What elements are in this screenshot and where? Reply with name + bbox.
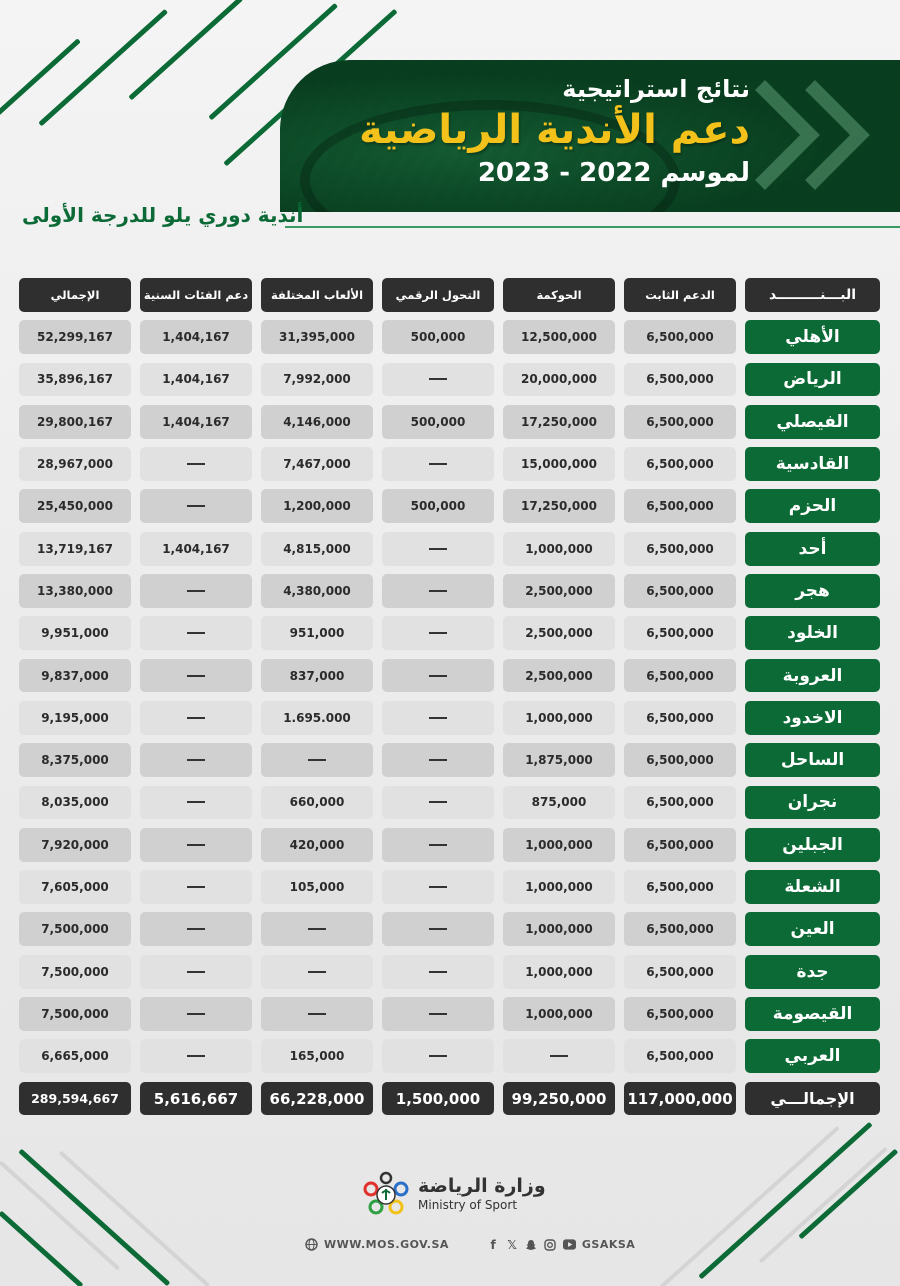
club-name: الجبلين xyxy=(745,828,880,862)
header-banner xyxy=(280,60,900,212)
cell-total: 7,605,000 xyxy=(19,870,131,904)
cell-total: 13,719,167 xyxy=(19,532,131,566)
club-name: الرياض xyxy=(745,363,880,397)
cell-governance: 2,500,000 xyxy=(503,659,615,693)
cell-fixed-support: 6,500,000 xyxy=(624,786,736,820)
total-label: الإجمالـــي xyxy=(745,1082,880,1116)
cell-various-sports: 7,992,000 xyxy=(261,363,373,397)
cell-governance: 12,500,000 xyxy=(503,320,615,354)
cell-governance: 15,000,000 xyxy=(503,447,615,481)
header-line-1: نتائج استراتيجية xyxy=(562,75,750,103)
cell-various-sports: 4,146,000 xyxy=(261,405,373,439)
empty-value-dash xyxy=(429,844,447,846)
empty-value-dash xyxy=(308,971,326,973)
cell-governance: 1,000,000 xyxy=(503,828,615,862)
table-row xyxy=(22,701,880,735)
cell-fixed-support: 6,500,000 xyxy=(624,997,736,1031)
header-fixed-support: الدعم الثابت xyxy=(624,278,736,312)
table-row xyxy=(22,743,880,777)
cell-digital-transformation xyxy=(382,574,494,608)
cell-age-groups-support xyxy=(140,701,252,735)
cell-age-groups-support xyxy=(140,447,252,481)
cell-age-groups-support xyxy=(140,574,252,608)
empty-value-dash xyxy=(429,928,447,930)
table-row xyxy=(22,786,880,820)
cell-digital-transformation xyxy=(382,447,494,481)
cell-total: 7,500,000 xyxy=(19,997,131,1031)
cell-digital-transformation xyxy=(382,743,494,777)
ministry-name-arabic: وزارة الرياضة xyxy=(418,1175,546,1197)
cell-age-groups-support xyxy=(140,659,252,693)
cell-governance: 1,000,000 xyxy=(503,532,615,566)
support-table xyxy=(22,278,880,1124)
cell-various-sports xyxy=(261,997,373,1031)
empty-value-dash xyxy=(550,1055,568,1057)
empty-value-dash xyxy=(429,1013,447,1015)
header-various-sports: الألعاب المختلفة xyxy=(261,278,373,312)
section-subtitle: أندية دوري يلو للدرجة الأولى xyxy=(22,203,304,227)
cell-age-groups-support xyxy=(140,955,252,989)
empty-value-dash xyxy=(187,759,205,761)
cell-age-groups-support xyxy=(140,489,252,523)
subtitle-divider xyxy=(285,226,900,228)
empty-value-dash xyxy=(187,675,205,677)
cell-digital-transformation: 500,000 xyxy=(382,489,494,523)
cell-fixed-support: 6,500,000 xyxy=(624,955,736,989)
cell-age-groups-support xyxy=(140,828,252,862)
cell-fixed-support: 6,500,000 xyxy=(624,1039,736,1073)
cell-digital-transformation xyxy=(382,786,494,820)
cell-digital-transformation xyxy=(382,1039,494,1073)
cell-various-sports: 7,467,000 xyxy=(261,447,373,481)
empty-value-dash xyxy=(429,590,447,592)
empty-value-dash xyxy=(308,1013,326,1015)
empty-value-dash xyxy=(187,801,205,803)
table-total-row xyxy=(22,1082,880,1116)
cell-fixed-support: 6,500,000 xyxy=(624,447,736,481)
empty-value-dash xyxy=(308,759,326,761)
cell-various-sports: 660,000 xyxy=(261,786,373,820)
table-header-row xyxy=(22,278,880,312)
snapchat-icon[interactable] xyxy=(525,1238,538,1251)
club-name: القيصومة xyxy=(745,997,880,1031)
header-title: دعم الأندية الرياضية xyxy=(359,107,750,153)
table-row xyxy=(22,447,880,481)
total-governance: 99,250,000 xyxy=(503,1082,615,1116)
chevron-decoration-icon xyxy=(800,80,870,190)
footer-links xyxy=(305,1238,635,1251)
website-link[interactable]: WWW.MOS.GOV.SA xyxy=(324,1238,449,1251)
cell-various-sports: 837,000 xyxy=(261,659,373,693)
cell-digital-transformation xyxy=(382,870,494,904)
cell-age-groups-support xyxy=(140,997,252,1031)
cell-total: 29,800,167 xyxy=(19,405,131,439)
club-name: الشعلة xyxy=(745,870,880,904)
cell-fixed-support: 6,500,000 xyxy=(624,532,736,566)
cell-digital-transformation: 500,000 xyxy=(382,320,494,354)
club-name: الخلود xyxy=(745,616,880,650)
ministry-logo xyxy=(362,1170,546,1218)
cell-fixed-support: 6,500,000 xyxy=(624,659,736,693)
cell-governance: 1,000,000 xyxy=(503,912,615,946)
cell-various-sports: 4,380,000 xyxy=(261,574,373,608)
cell-total: 28,967,000 xyxy=(19,447,131,481)
cell-governance: 1,000,000 xyxy=(503,870,615,904)
header-title-block xyxy=(359,74,750,190)
cell-digital-transformation xyxy=(382,701,494,735)
cell-total: 9,837,000 xyxy=(19,659,131,693)
table-row xyxy=(22,1039,880,1073)
header-item: البـــنـــــــــد xyxy=(745,278,880,312)
club-name: القادسية xyxy=(745,447,880,481)
empty-value-dash xyxy=(187,590,205,592)
cell-governance: 17,250,000 xyxy=(503,405,615,439)
cell-digital-transformation xyxy=(382,828,494,862)
cell-various-sports xyxy=(261,912,373,946)
table-row xyxy=(22,870,880,904)
cell-total: 8,375,000 xyxy=(19,743,131,777)
cell-fixed-support: 6,500,000 xyxy=(624,743,736,777)
cell-digital-transformation xyxy=(382,997,494,1031)
table-row xyxy=(22,659,880,693)
ministry-emblem-icon xyxy=(362,1170,410,1218)
cell-total: 9,951,000 xyxy=(19,616,131,650)
club-name: هجر xyxy=(745,574,880,608)
cell-various-sports: 420,000 xyxy=(261,828,373,862)
club-name: العين xyxy=(745,912,880,946)
table-row xyxy=(22,489,880,523)
club-name: أحد xyxy=(745,532,880,566)
club-name: الحزم xyxy=(745,489,880,523)
cell-total: 7,500,000 xyxy=(19,955,131,989)
total-digital-transformation: 1,500,000 xyxy=(382,1082,494,1116)
empty-value-dash xyxy=(429,632,447,634)
cell-governance: 1,000,000 xyxy=(503,955,615,989)
cell-fixed-support: 6,500,000 xyxy=(624,574,736,608)
empty-value-dash xyxy=(187,717,205,719)
cell-governance: 1,000,000 xyxy=(503,997,615,1031)
table-row xyxy=(22,320,880,354)
empty-value-dash xyxy=(308,928,326,930)
table-body xyxy=(22,320,880,1073)
table-row xyxy=(22,574,880,608)
table-row xyxy=(22,532,880,566)
header-governance: الحوكمة xyxy=(503,278,615,312)
facebook-icon[interactable]: f xyxy=(490,1237,497,1252)
table-row xyxy=(22,405,880,439)
cell-governance: 875,000 xyxy=(503,786,615,820)
empty-value-dash xyxy=(187,971,205,973)
empty-value-dash xyxy=(187,886,205,888)
header-age-groups-support: دعم الفئات السنية xyxy=(140,278,252,312)
empty-value-dash xyxy=(429,1055,447,1057)
cell-various-sports: 951,000 xyxy=(261,616,373,650)
cell-governance: 2,500,000 xyxy=(503,574,615,608)
cell-age-groups-support xyxy=(140,616,252,650)
cell-various-sports xyxy=(261,743,373,777)
cell-governance: 2,500,000 xyxy=(503,616,615,650)
club-name: العربي xyxy=(745,1039,880,1073)
cell-digital-transformation xyxy=(382,955,494,989)
cell-fixed-support: 6,500,000 xyxy=(624,828,736,862)
ministry-name-english: Ministry of Sport xyxy=(418,1198,518,1212)
instagram-icon[interactable] xyxy=(544,1238,557,1251)
cell-total: 52,299,167 xyxy=(19,320,131,354)
club-name: الاخدود xyxy=(745,701,880,735)
club-name: العروبة xyxy=(745,659,880,693)
empty-value-dash xyxy=(429,548,447,550)
cell-various-sports: 1,200,000 xyxy=(261,489,373,523)
grand-total: 289,594,667 xyxy=(19,1082,131,1116)
cell-total: 6,665,000 xyxy=(19,1039,131,1073)
social-handle[interactable]: GSAKSA xyxy=(581,1238,636,1251)
total-various-sports: 66,228,000 xyxy=(261,1082,373,1116)
empty-value-dash xyxy=(429,717,447,719)
globe-icon xyxy=(305,1238,318,1251)
cell-governance: 1,000,000 xyxy=(503,701,615,735)
empty-value-dash xyxy=(429,675,447,677)
cell-total: 25,450,000 xyxy=(19,489,131,523)
cell-governance xyxy=(503,1039,615,1073)
cell-digital-transformation xyxy=(382,616,494,650)
cell-total: 8,035,000 xyxy=(19,786,131,820)
empty-value-dash xyxy=(187,463,205,465)
cell-fixed-support: 6,500,000 xyxy=(624,363,736,397)
cell-total: 13,380,000 xyxy=(19,574,131,608)
empty-value-dash xyxy=(187,928,205,930)
cell-age-groups-support xyxy=(140,1039,252,1073)
cell-fixed-support: 6,500,000 xyxy=(624,870,736,904)
cell-age-groups-support: 1,404,167 xyxy=(140,532,252,566)
cell-age-groups-support: 1,404,167 xyxy=(140,405,252,439)
cell-various-sports: 105,000 xyxy=(261,870,373,904)
empty-value-dash xyxy=(429,886,447,888)
table-row xyxy=(22,997,880,1031)
empty-value-dash xyxy=(429,463,447,465)
empty-value-dash xyxy=(429,759,447,761)
header-season: لموسم 2022 - 2023 xyxy=(477,158,750,188)
cell-various-sports: 4,815,000 xyxy=(261,532,373,566)
cell-total: 7,920,000 xyxy=(19,828,131,862)
cell-digital-transformation xyxy=(382,363,494,397)
cell-digital-transformation: 500,000 xyxy=(382,405,494,439)
cell-governance: 17,250,000 xyxy=(503,489,615,523)
empty-value-dash xyxy=(187,1055,205,1057)
cell-various-sports xyxy=(261,955,373,989)
empty-value-dash xyxy=(187,844,205,846)
empty-value-dash xyxy=(429,801,447,803)
x-icon[interactable]: 𝕏 xyxy=(507,1237,518,1252)
club-name: الفيصلي xyxy=(745,405,880,439)
cell-age-groups-support xyxy=(140,912,252,946)
youtube-icon[interactable] xyxy=(563,1238,576,1251)
cell-age-groups-support xyxy=(140,743,252,777)
cell-total: 7,500,000 xyxy=(19,912,131,946)
total-age-groups-support: 5,616,667 xyxy=(140,1082,252,1116)
cell-governance: 20,000,000 xyxy=(503,363,615,397)
cell-age-groups-support: 1,404,167 xyxy=(140,320,252,354)
club-name: الساحل xyxy=(745,743,880,777)
cell-total: 35,896,167 xyxy=(19,363,131,397)
club-name: نجران xyxy=(745,786,880,820)
table-row xyxy=(22,363,880,397)
cell-various-sports: 1.695.000 xyxy=(261,701,373,735)
table-row xyxy=(22,828,880,862)
table-row xyxy=(22,912,880,946)
cell-fixed-support: 6,500,000 xyxy=(624,701,736,735)
cell-digital-transformation xyxy=(382,532,494,566)
cell-digital-transformation xyxy=(382,912,494,946)
table-row xyxy=(22,955,880,989)
cell-various-sports: 165,000 xyxy=(261,1039,373,1073)
empty-value-dash xyxy=(187,505,205,507)
cell-total: 9,195,000 xyxy=(19,701,131,735)
total-fixed-support: 117,000,000 xyxy=(624,1082,736,1116)
empty-value-dash xyxy=(187,1013,205,1015)
cell-various-sports: 31,395,000 xyxy=(261,320,373,354)
header-digital-transformation: التحول الرقمي xyxy=(382,278,494,312)
cell-age-groups-support: 1,404,167 xyxy=(140,363,252,397)
club-name: الأهلي xyxy=(745,320,880,354)
cell-fixed-support: 6,500,000 xyxy=(624,405,736,439)
cell-fixed-support: 6,500,000 xyxy=(624,616,736,650)
cell-fixed-support: 6,500,000 xyxy=(624,320,736,354)
empty-value-dash xyxy=(187,632,205,634)
table-row xyxy=(22,616,880,650)
cell-governance: 1,875,000 xyxy=(503,743,615,777)
empty-value-dash xyxy=(429,378,447,380)
cell-age-groups-support xyxy=(140,870,252,904)
cell-digital-transformation xyxy=(382,659,494,693)
empty-value-dash xyxy=(429,971,447,973)
club-name: جدة xyxy=(745,955,880,989)
cell-age-groups-support xyxy=(140,786,252,820)
header-total: الإجمالي xyxy=(19,278,131,312)
cell-fixed-support: 6,500,000 xyxy=(624,912,736,946)
cell-fixed-support: 6,500,000 xyxy=(624,489,736,523)
